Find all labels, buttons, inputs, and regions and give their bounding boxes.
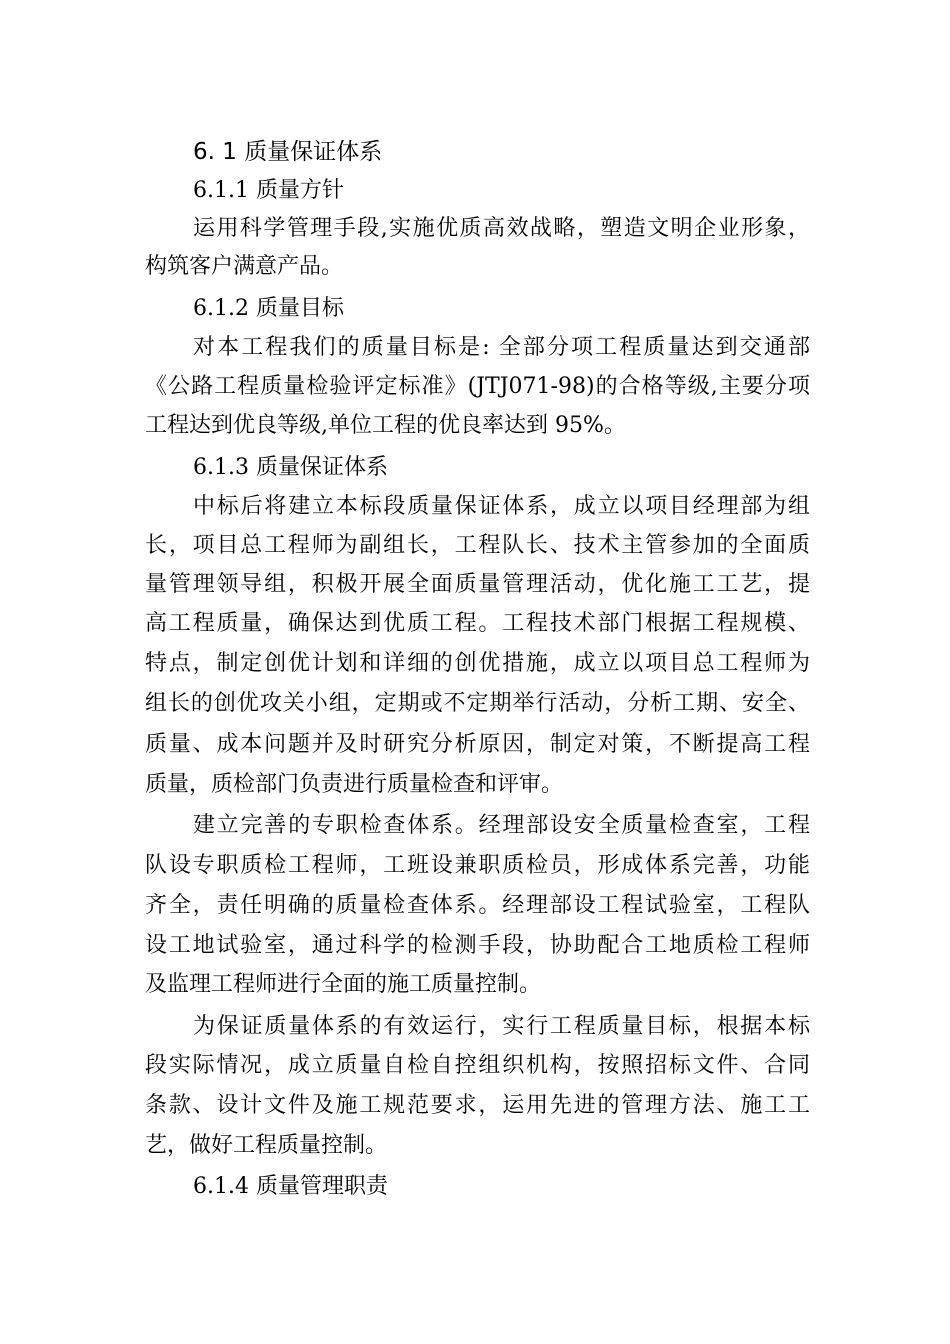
subsection-heading-6-1-1: 6.1.1 质量方针	[193, 178, 344, 203]
paragraph-line: 工程达到优良等级,单位工程的优良率达到 95%。	[145, 413, 626, 438]
paragraph-line: 及监理工程师进行全面的施工质量控制。	[145, 972, 542, 997]
paragraph-line: 长，项目总工程师为副组长，工程队长、技术主管参加的全面质	[145, 533, 810, 558]
paragraph-line: 设工地试验室，通过科学的检测手段，协助配合工地质检工程师	[145, 933, 810, 958]
subsection-heading-6-1-4: 6.1.4 质量管理职责	[193, 1174, 388, 1199]
paragraph-line: 队设专职质检工程师，工班设兼职质检员，形成体系完善，功能	[145, 853, 810, 878]
paragraph-line: 建立完善的专职检查体系。经理部设安全质量检查室，工程	[193, 813, 810, 838]
paragraph-line: 《公路工程质量检验评定标准》(JTJ071-98)的合格等级,主要分项	[145, 374, 810, 399]
paragraph-line: 运用科学管理手段,实施优质高效战略，塑造文明企业形象，	[193, 216, 810, 241]
paragraph-line: 质量，质检部门负责进行质量检查和评审。	[145, 772, 564, 797]
paragraph-line: 组长的创优攻关小组，定期或不定期举行活动，分析工期、安全、	[145, 691, 810, 716]
paragraph-line: 段实际情况，成立质量自检自控组织机构，按照招标文件、合同	[145, 1053, 810, 1078]
paragraph-line: 齐全，责任明确的质量检查体系。经理部设工程试验室，工程队	[145, 893, 810, 918]
paragraph-line: 条款、设计文件及施工规范要求，运用先进的管理方法、施工工	[145, 1093, 810, 1118]
paragraph-line: 中标后将建立本标段质量保证体系，成立以项目经理部为组	[193, 494, 810, 519]
paragraph-line: 艺，做好工程质量控制。	[145, 1133, 388, 1158]
paragraph-line: 构筑客户满意产品。	[145, 254, 344, 279]
section-title: 6. 1 质量保证体系	[193, 139, 383, 165]
paragraph-line: 特点，制定创优计划和详细的创优措施，成立以项目总工程师为	[145, 651, 810, 676]
paragraph-line: 高工程质量，确保达到优质工程。工程技术部门根据工程规模、	[145, 611, 810, 636]
subsection-heading-6-1-2: 6.1.2 质量目标	[193, 296, 344, 321]
paragraph-line: 为保证质量体系的有效运行，实行工程质量目标，根据本标	[193, 1014, 810, 1039]
paragraph-line: 量管理领导组，积极开展全面质量管理活动，优化施工工艺，提	[145, 572, 810, 597]
subsection-heading-6-1-3: 6.1.3 质量保证体系	[193, 455, 388, 480]
paragraph-line: 质量、成本问题并及时研究分析原因，制定对策，不断提高工程	[145, 732, 810, 757]
paragraph-line: 对本工程我们的质量目标是: 全部分项工程质量达到交通部	[193, 335, 810, 360]
